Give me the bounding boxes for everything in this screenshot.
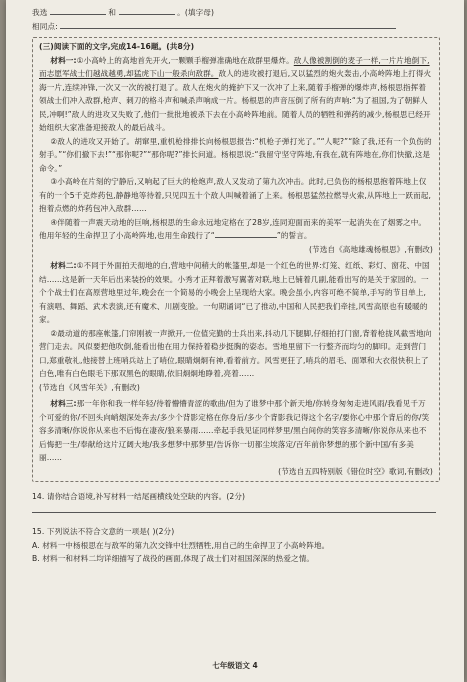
material1-source: (节选自《高地雄魂杨根思》,有删改): [308, 244, 433, 254]
material3-label: 材料三:: [50, 399, 77, 408]
material2-p2: ②最动道的那座帐篷,门帘刚被一声掀开,一位值完勤的士兵出来,抖动几下腿脚,仔细拍打门窗,背着枪拢风截雪地向营门走去。风似要把他吹倒,能看出他在用力保持着稳步挺胸的姿态。雪地里留下一行整齐而均匀的脚印。走到营门口,郑重敬礼,他接替上班哨兵站上了哨位,眼睛炯炯有神,看着前方。风雪更狂了,哨兵的眉毛、面罩和大衣很快积上了白色,唯有白色眼毛下那双黑色的眼睛,依旧炯炯地睁着,亮着……: [39, 328, 432, 378]
material2-p1-text: ①不同于外面拍天彻地的白,营地中间稍大的帐篷里,却是一个红色的世界:灯笼、红纸、彩灯、窗花、中国结……这是新一天年后出来装扮的效果。小秀才正拜着激写翼著对联,地上已铺着几副,能看出写的是关于家园的。一个个战士们在高原营地里过年,晚会在一个简易的小晚会上呈现给大家。晚会虽小,内容可绝不简单,手写的节目单上,有演唱、舞蹈、武术表演,还有魔术、川剧变脸。一句期诵词“已了推动,中国和人民把我们牵挂,风雪高原也有暖暖的家。: [39, 261, 430, 324]
similar-line: [32, 20, 440, 34]
q15-option-b: B. 材料一和材料二均详细描写了战役的画面,体现了战士们对祖国深深的热爱之情。: [32, 554, 315, 563]
choose-and: 和: [108, 8, 117, 17]
material2-label: 材料二:: [50, 261, 77, 270]
choose-prefix: 我选: [32, 8, 48, 17]
q15-option-a: A. 材料一中杨根思在与敌军的第九次交锋中壮烈牺牲,用自己的生命捍卫了小高岭阵地。: [32, 540, 330, 550]
q14-answer-line: [32, 504, 440, 518]
material1-underlined-sentence: 敌人像被割倒的麦子一样,一片片地倒下,而志愿军战士们越战越勇,却猛虎下山一般杀向敌群。: [39, 55, 430, 78]
material1-p2: ②敌人的进攻又开始了。胡窜里,重机枪排排长向杨根思报告:“机枪子弹打光了。”“人呢?”“除了我,还有一个负伤的射手。”“你们撤下去!”“那你呢?”“那你呢?”排长问道。杨根思说:“我留守坚守阵地,有我在,就有阵地在,你们快撤,这是命令。”: [39, 136, 432, 173]
material1-p1: [39, 54, 433, 135]
material3-source: (节选自五四特别版《错位时空》歌词,有删改): [278, 466, 433, 476]
exam-paper: [6, 0, 464, 682]
material1-p1-rest: 敌人的进攻被打退后,又以猛烈的炮火轰击,小高岭阵地上打得火海一片,连续冲锋,一次又一次的被打退了。敌人在炮火的掩护下又一次冲了上来,随着手榴弹的爆炸声,杨根思指挥着领战士们冲入敌群,枪声、刺刀的格斗声和喊杀声响成一片。杨根思的声音压倒了所有的声响:“为了祖国,为了朝鲜人民,冲啊!”敌人的进攻又失败了,他们一批批地被杀下去在小高岭阵地前。随着人员的牺牲和弹药的减少,杨根思已经开始组织大家准备迎接敌人的最后战斗。: [39, 69, 432, 132]
material1-p4: [39, 216, 433, 243]
choose-suffix: 。(填字母): [177, 8, 215, 17]
material1-p4-b: ”的誓言。: [276, 231, 312, 240]
material2-p1: [39, 259, 433, 327]
material3-lyrics: 那一年你和我一样年轻/待着懵懵青涩的歌曲/但为了谁梦中那个新天地/你转身匆匆走进风雨/我看见千万个可爱的你/不回头向峭烟深处奔去/多少个背影定格在你身后/多少个背影我记得这个名字/要你心中那个背后的你/笑容多清晰/你说你从来也不后悔在凄夜/狼来暴雨……牵起手我见证同样梦里/黑白间你的笑容多清晰/你说你从来也不后悔把一生/奉献给这片辽阔大地/我多想梦中那梦里/告诉你一切都尘埃落定/百年前你梦想的那个新中国/有多美丽……: [39, 399, 430, 462]
material3-p: [39, 397, 433, 465]
choice-line: [32, 6, 440, 20]
q14-answer-blank[interactable]: [32, 504, 436, 513]
question-15: 15. 下列说法不符合文意的一项是( )(2分): [32, 527, 175, 536]
motto-blank[interactable]: [215, 229, 277, 238]
material2-source: (节选自《风雪年关》,有删改): [39, 382, 140, 392]
material1-label: 材料一:: [50, 55, 77, 65]
question-14: 14. 请你结合语境,补写材料一结尾画横线处空缺的内容。(2分): [32, 492, 246, 501]
section-title: (三)阅读下面的文字,完成14-16题。(共8分): [39, 42, 195, 51]
page-content: [32, 6, 440, 566]
similar-label: 相同点:: [32, 21, 58, 31]
answer-blank-1[interactable]: [50, 6, 106, 15]
reading-passage-box: [32, 37, 440, 482]
similar-answer-blank[interactable]: [60, 20, 396, 29]
material1-p3: ③小高岭在片刻的宁静后,又响起了巨大的枪炮声,敌人又发动了第九次冲击。此时,已负伤的杨根思抱着阵地上仅有的一个5千克炸药包,静静地等待着,只见四五十个敌人叫喊着涌了上来。杨根思猛然拉燃导火索,从阵地上一跃而起,抱着点燃的炸药包冲入敌群……: [39, 177, 431, 213]
material1-p1-text: ①小高岭上的高地首先开火,一颗颗手榴弹准确地在敌群里爆炸。: [76, 55, 294, 65]
page-footer: 七年级语文 4: [212, 661, 258, 670]
answer-blank-2[interactable]: [119, 6, 175, 15]
material1-p4-a: ④伴随着一声震天动地的巨响,杨根思的生命永远地定格在了28岁,连同迎面而来的美军一起消失在了烟雾之中。他用年轻的生命捍卫了小高岭阵地,也用生命践行了“: [39, 217, 427, 240]
